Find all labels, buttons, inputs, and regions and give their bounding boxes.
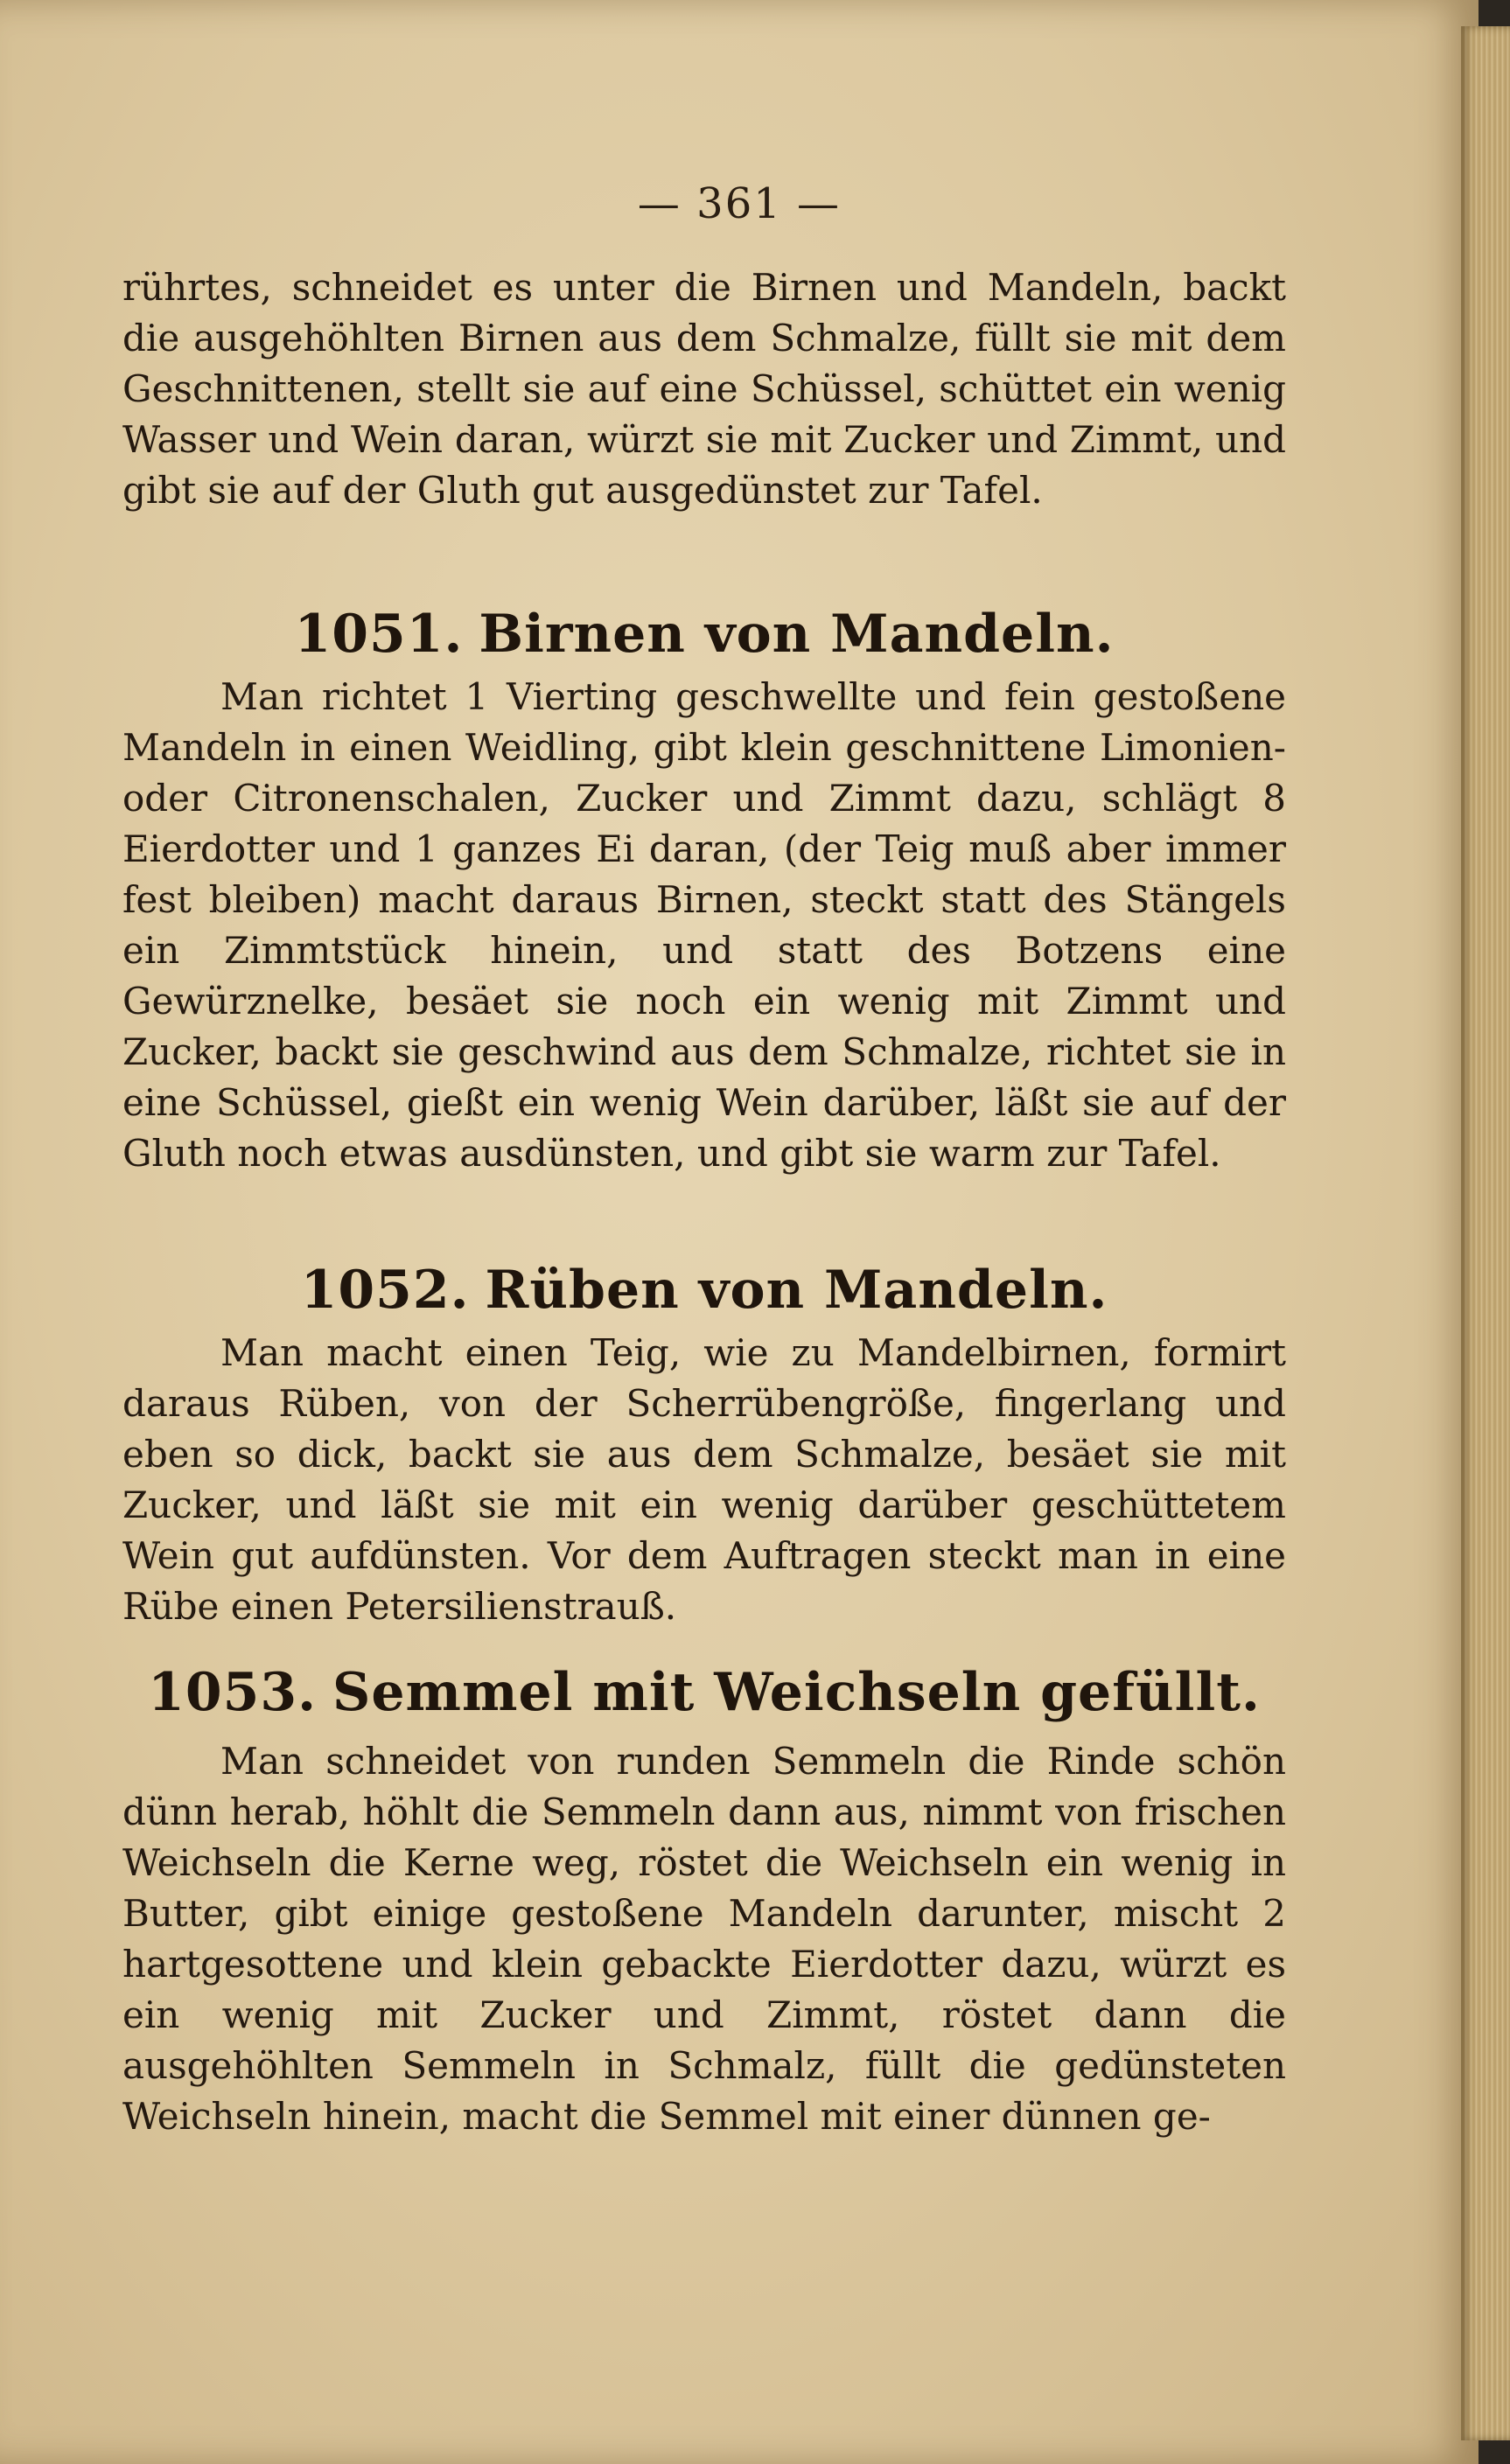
recipe-text: Man schneidet von runden Semmeln die Rinde schön dünn herab, höhlt die Semmeln dann aus, nimmt von frischen Weichseln die Kerne weg, röstet die Weichseln ein wenig in Butter, gibt einige gestoßene Mandeln darunter, mischt 2 hartgesottene und klein gebackte Eierdotter dazu, würzt es ein wenig mit Zucker und Zimmt, röstet dann die ausgehöhlten Semmeln in Schmalz, füllt die gedünsteten Weichseln hinein, macht die Semmel mit einer dünnen ge-	[122, 1740, 1286, 2138]
recipe-text: Man richtet 1 Vierting geschwellte und fein gestoßene Mandeln in einen Weidling, gibt klein geschnittene Limonien- oder Citronenschalen, Zucker und Zimmt dazu, schlägt 8 Eierdotter und 1 ganzes Ei daran, (der Teig muß aber immer fest bleiben) macht daraus Birnen, steckt statt des Stängels ein Zimmtstück hinein, und statt des Botzens eine Gewürznelke, besäet sie noch ein wenig mit Zimmt und Zucker, backt sie geschwind aus dem Schmalze, richtet sie in eine Schüssel, gießt ein wenig Wein darüber, läßt sie auf der Gluth noch etwas ausdünsten, und gibt sie warm zur Tafel.	[122, 675, 1286, 1175]
page-edge-stack	[1461, 26, 1510, 2440]
recipe-title: Rüben von Mandeln.	[485, 1260, 1108, 1321]
recipe-heading	[122, 1662, 1286, 1723]
recipe-number: 1051.	[294, 604, 464, 665]
recipe-number: 1053.	[148, 1662, 318, 1723]
page-number: — 361 —	[637, 179, 842, 228]
intro-paragraph: rührtes, schneidet es unter die Birnen und Mandeln, backt die ausgehöhlten Birnen aus dem Schmalze, füllt sie mit dem Geschnittenen, stellt sie auf eine Schüssel, schüttet ein wenig Wasser und Wein daran, würzt sie mit Zucker und Zimmt, und gibt sie auf der Gluth gut ausgedünstet zur Tafel.	[122, 266, 1286, 512]
recipe-heading	[122, 604, 1286, 665]
recipe-title: Birnen von Mandeln.	[479, 604, 1115, 665]
recipe-title: Semmel mit Weichseln gefüllt.	[332, 1662, 1261, 1723]
recipe-number: 1052.	[300, 1260, 470, 1321]
recipe-text: Man macht einen Teig, wie zu Mandelbirnen, formirt daraus Rüben, von der Scherrübengröße, fingerlang und eben so dick, backt sie aus dem Schmalze, besäet sie mit Zucker, und läßt sie mit ein wenig darüber geschüttetem Wein gut aufdünsten. Vor dem Auftragen steckt man in eine Rübe einen Petersilienstrauß.	[122, 1331, 1286, 1628]
recipe-heading	[122, 1260, 1286, 1321]
